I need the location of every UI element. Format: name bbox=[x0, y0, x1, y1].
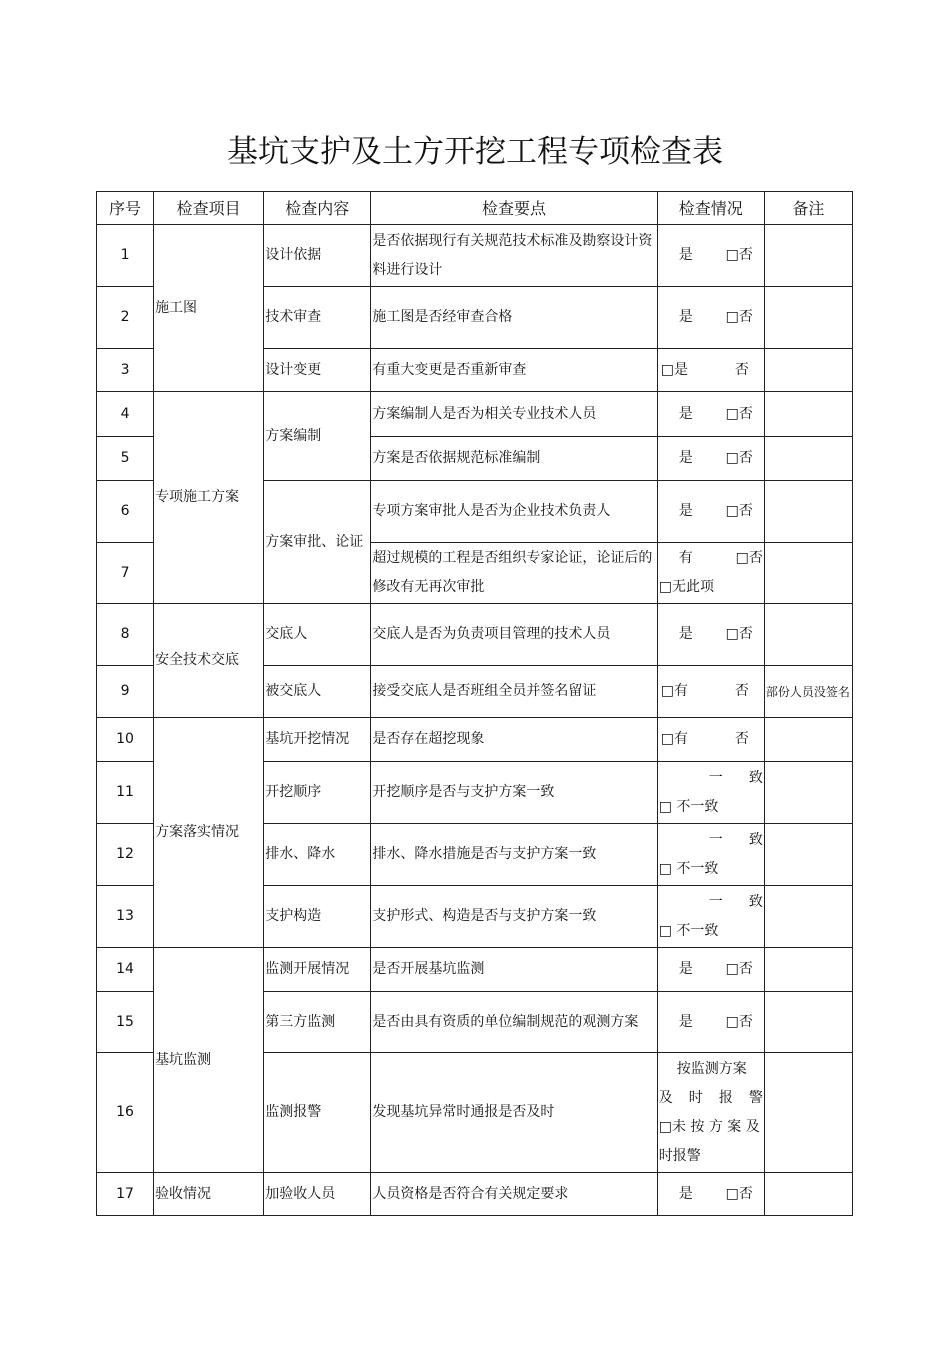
note-cell bbox=[764, 886, 852, 948]
status-cell: 是 □否 bbox=[657, 604, 764, 666]
row-no: 1 bbox=[97, 225, 154, 287]
table-row bbox=[97, 1173, 853, 1216]
content-cell: 监测开展情况 bbox=[264, 948, 371, 992]
row-no: 13 bbox=[97, 886, 154, 948]
group-cell: 方案落实情况 bbox=[154, 718, 264, 948]
content-cell: 开挖顺序 bbox=[264, 762, 371, 824]
status-cell: 是 □否 bbox=[657, 1173, 764, 1216]
group-cell: 安全技术交底 bbox=[154, 604, 264, 718]
status-cell: 是 □否 bbox=[657, 948, 764, 992]
point-cell: 人员资格是否符合有关规定要求 bbox=[371, 1173, 657, 1216]
note-cell: 部份人员没签名 bbox=[764, 666, 852, 718]
group-cell: 基坑监测 bbox=[154, 948, 264, 1173]
row-no: 3 bbox=[97, 349, 154, 392]
note-cell bbox=[764, 543, 852, 604]
point-cell: 方案是否依据规范标准编制 bbox=[371, 437, 657, 481]
note-cell bbox=[764, 392, 852, 437]
content-cell: 方案编制 bbox=[264, 392, 371, 481]
content-cell: 加验收人员 bbox=[264, 1173, 371, 1216]
row-no: 14 bbox=[97, 948, 154, 992]
point-cell: 专项方案审批人是否为企业技术负责人 bbox=[371, 481, 657, 543]
point-cell: 交底人是否为负责项目管理的技术人员 bbox=[371, 604, 657, 666]
status-cell: 一 致 □ 不一致 bbox=[657, 762, 764, 824]
row-no: 16 bbox=[97, 1053, 154, 1173]
point-cell: 有重大变更是否重新审查 bbox=[371, 349, 657, 392]
status-cell: 是 □否 bbox=[657, 481, 764, 543]
point-cell: 接受交底人是否班组全员并签名留证 bbox=[371, 666, 657, 718]
note-cell bbox=[764, 604, 852, 666]
row-no: 15 bbox=[97, 992, 154, 1053]
note-cell bbox=[764, 225, 852, 287]
note-cell bbox=[764, 1053, 852, 1173]
status-cell: 一 致 □ 不一致 bbox=[657, 824, 764, 886]
note-cell bbox=[764, 437, 852, 481]
status-cell: 是 □否 bbox=[657, 392, 764, 437]
status-cell: □是 否 bbox=[657, 349, 764, 392]
row-no: 8 bbox=[97, 604, 154, 666]
point-cell: 是否依据现行有关规范技术标准及勘察设计资料进行设计 bbox=[371, 225, 657, 287]
note-cell bbox=[764, 992, 852, 1053]
group-cell: 验收情况 bbox=[154, 1173, 264, 1216]
row-no: 4 bbox=[97, 392, 154, 437]
row-no: 11 bbox=[97, 762, 154, 824]
content-cell: 基坑开挖情况 bbox=[264, 718, 371, 762]
content-cell: 排水、降水 bbox=[264, 824, 371, 886]
point-cell: 发现基坑异常时通报是否及时 bbox=[371, 1053, 657, 1173]
table-row bbox=[97, 948, 853, 992]
status-cell: 是 □否 bbox=[657, 992, 764, 1053]
point-cell: 开挖顺序是否与支护方案一致 bbox=[371, 762, 657, 824]
point-cell: 施工图是否经审查合格 bbox=[371, 287, 657, 349]
row-no: 17 bbox=[97, 1173, 154, 1216]
point-cell: 是否由具有资质的单位编制规范的观测方案 bbox=[371, 992, 657, 1053]
table-row bbox=[97, 225, 853, 287]
status-cell: 是 □否 bbox=[657, 287, 764, 349]
row-no: 6 bbox=[97, 481, 154, 543]
header-item: 检查项目 bbox=[154, 192, 264, 225]
row-no: 2 bbox=[97, 287, 154, 349]
content-cell: 设计依据 bbox=[264, 225, 371, 287]
point-cell: 超过规模的工程是否组织专家论证，论证后的修改有无再次审批 bbox=[371, 543, 657, 604]
row-no: 10 bbox=[97, 718, 154, 762]
note-cell bbox=[764, 824, 852, 886]
status-cell: 是 □否 bbox=[657, 225, 764, 287]
row-no: 7 bbox=[97, 543, 154, 604]
note-cell bbox=[764, 718, 852, 762]
content-cell: 被交底人 bbox=[264, 666, 371, 718]
note-cell bbox=[764, 948, 852, 992]
point-cell: 是否存在超挖现象 bbox=[371, 718, 657, 762]
header-no: 序号 bbox=[97, 192, 154, 225]
content-cell: 第三方监测 bbox=[264, 992, 371, 1053]
point-cell: 支护形式、构造是否与支护方案一致 bbox=[371, 886, 657, 948]
note-cell bbox=[764, 1173, 852, 1216]
table-row bbox=[97, 392, 853, 437]
status-cell: 有 □否 □无此项 bbox=[657, 543, 764, 604]
content-cell: 方案审批、论证 bbox=[264, 481, 371, 604]
status-cell: □有 否 bbox=[657, 718, 764, 762]
content-cell: 技术审查 bbox=[264, 287, 371, 349]
content-cell: 支护构造 bbox=[264, 886, 371, 948]
content-cell: 交底人 bbox=[264, 604, 371, 666]
note-cell bbox=[764, 481, 852, 543]
status-cell: 按监测方案 及 时 报 警 □未 按 方 案 及 时报警 bbox=[657, 1053, 764, 1173]
table-row bbox=[97, 604, 853, 666]
content-cell: 设计变更 bbox=[264, 349, 371, 392]
status-cell: 一 致 □ 不一致 bbox=[657, 886, 764, 948]
header-note: 备注 bbox=[764, 192, 852, 225]
point-cell: 排水、降水措施是否与支护方案一致 bbox=[371, 824, 657, 886]
note-cell bbox=[764, 349, 852, 392]
row-no: 12 bbox=[97, 824, 154, 886]
point-cell: 是否开展基坑监测 bbox=[371, 948, 657, 992]
point-cell: 方案编制人是否为相关专业技术人员 bbox=[371, 392, 657, 437]
note-cell bbox=[764, 287, 852, 349]
row-no: 5 bbox=[97, 437, 154, 481]
note-cell bbox=[764, 762, 852, 824]
status-cell: 是 □否 bbox=[657, 437, 764, 481]
status-cell: □有 否 bbox=[657, 666, 764, 718]
header-content: 检查内容 bbox=[264, 192, 371, 225]
header-status: 检查情况 bbox=[657, 192, 764, 225]
row-no: 9 bbox=[97, 666, 154, 718]
table-header bbox=[97, 192, 853, 225]
header-point: 检查要点 bbox=[371, 192, 657, 225]
page-title: 基坑支护及土方开挖工程专项检查表 bbox=[227, 134, 723, 170]
inspection-table bbox=[96, 191, 853, 1216]
content-cell: 监测报警 bbox=[264, 1053, 371, 1173]
table-row bbox=[97, 718, 853, 762]
group-cell: 施工图 bbox=[154, 225, 264, 392]
group-cell: 专项施工方案 bbox=[154, 392, 264, 604]
